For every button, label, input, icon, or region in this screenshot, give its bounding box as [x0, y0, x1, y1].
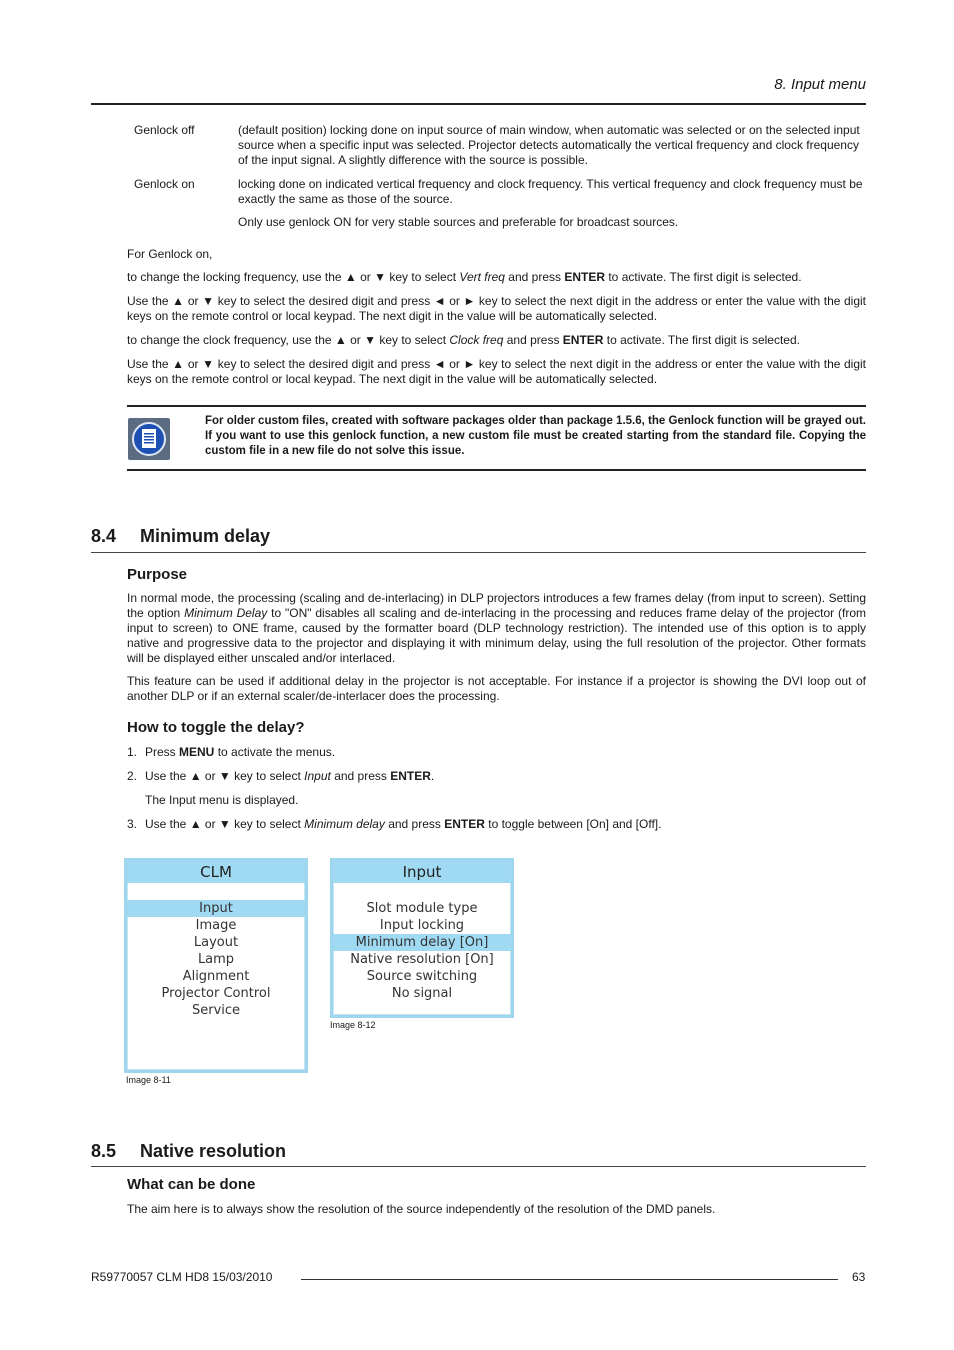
note-top-rule [127, 405, 866, 407]
header-rule [91, 103, 866, 105]
section-8-5-title: Native resolution [140, 1141, 287, 1161]
toggle-heading: How to toggle the delay? [127, 719, 305, 736]
note-text: For older custom files, created with software packages older than package 1.5.6, the Genlock function will be grayed out. If you want to use this genlock function, a new custom file must be created starting from the standard file. Copying the custom file in a new file do not solve this issue. [205, 415, 866, 457]
section-8-5-text: The aim here is to always show the resolution of the source independently of the resolution of the DMD panels. [127, 1202, 716, 1216]
input-menu-screenshot [330, 858, 514, 1018]
section-8-4-rule [91, 552, 866, 553]
genlock-on-label: Genlock on [134, 177, 195, 191]
purpose-para-1: In normal mode, the processing (scaling and de-interlacing) in DLP projectors introduces a few frames delay (from input to screen). Setting the option Minimum Delay to "ON" disables all scaling and de-interlacing in the processing and reduces frame delay of the projector (from input to screen) to ONE frame, caused by the formatter board (DLP technology restriction). The intended use of this option is to apply native and progressive data to the projector and displaying it with minimum delay, using the full resolution of the projector. Other formats will be displayed either unscaled and/or interlaced. [127, 591, 866, 665]
section-8-5-rule [91, 1166, 866, 1167]
clm-menu-item: Projector Control [161, 986, 271, 1001]
clm-menu-item: Image [195, 918, 237, 933]
step-1: Press MENU to activate the menus. [145, 745, 336, 759]
input-menu-item: Slot module type [366, 901, 478, 916]
image-8-11-caption: Image 8-11 [126, 1075, 171, 1085]
clm-menu-item: Layout [193, 935, 239, 950]
page-number: 63 [852, 1270, 866, 1284]
input-menu-item: Source switching [366, 969, 478, 984]
note-bottom-rule [127, 469, 866, 471]
input-menu-item: Input locking [379, 918, 465, 933]
what-can-be-done-heading: What can be done [127, 1176, 256, 1193]
input-menu-item: Native resolution [On] [350, 952, 494, 967]
genlock-on-desc: locking done on indicated vertical frequency and clock frequency. This vertical frequency and clock frequency must be exactly the same as those of the source. [238, 177, 863, 206]
running-header: 8. Input menu [774, 76, 866, 93]
step-1-number: 1. [127, 745, 138, 759]
image-8-12-caption: Image 8-12 [330, 1020, 376, 1030]
clm-menu-item: Alignment [182, 969, 250, 984]
genlock-para-4: Use the ▲ or ▼ key to select the desired digit and press ◄ or ► key to select the next digit in the address or enter the value with the digit keys on the remote control or local keypad. The next digit in the value will be automatically selected. [127, 357, 866, 386]
clm-menu-item: Lamp [197, 952, 235, 967]
section-8-4-number: 8.4 [91, 526, 117, 546]
genlock-para-2: Use the ▲ or ▼ key to select the desired digit and press ◄ or ► key to select the next digit in the address or enter the value with the digit keys on the remote control or local keypad. The next digit in the value will be automatically selected. [127, 294, 866, 323]
genlock-on-extra: Only use genlock ON for very stable sources and preferable for broadcast sources. [238, 215, 679, 229]
genlock-off-label: Genlock off [134, 123, 195, 137]
genlock-intro: For Genlock on, [127, 247, 213, 261]
section-8-5-number: 8.5 [91, 1141, 117, 1161]
footer-doc-id: R59770057 CLM HD8 15/03/2010 [91, 1270, 273, 1284]
clm-menu-title: CLM [127, 861, 305, 883]
purpose-heading: Purpose [127, 566, 188, 583]
genlock-para-3: to change the clock frequency, use the ▲ or ▼ key to select Clock freq and press ENTER to activate. The first digit is selected. [127, 333, 800, 347]
step-2: Use the ▲ or ▼ key to select Input and press ENTER. [145, 769, 435, 783]
clm-menu-item: Input [127, 900, 305, 917]
input-menu-item: Minimum delay [On] [333, 934, 511, 951]
genlock-para-1: to change the locking frequency, use the ▲ or ▼ key to select Vert freq and press ENTER to activate. The first digit is selected. [127, 270, 802, 284]
purpose-para-2: This feature can be used if additional delay in the projector is not acceptable. For instance if a projector is showing the DVI loop out of another DLP or if an external scaler/de-interlacer does the processing. [127, 674, 866, 703]
clm-menu-item: Service [191, 1003, 241, 1018]
clm-menu-screenshot [124, 858, 308, 1073]
input-menu-title: Input [333, 861, 511, 883]
step-2-result: The Input menu is displayed. [145, 793, 299, 807]
footer-rule [301, 1279, 838, 1280]
note-icon [128, 418, 170, 460]
step-3-number: 3. [127, 817, 138, 831]
genlock-off-desc: (default position) locking done on input source of main window, when automatic was selected or on the selected input source when a specific input was selected. Projector detects automatically the vertical frequency and clock frequency of the input signal. A slightly difference with the source is possible. [238, 123, 860, 167]
input-menu-item: No signal [391, 986, 453, 1001]
step-2-number: 2. [127, 769, 138, 783]
step-3: Use the ▲ or ▼ key to select Minimum delay and press ENTER to toggle between [On] and [Off]. [145, 817, 662, 831]
section-8-4-title: Minimum delay [140, 526, 271, 546]
